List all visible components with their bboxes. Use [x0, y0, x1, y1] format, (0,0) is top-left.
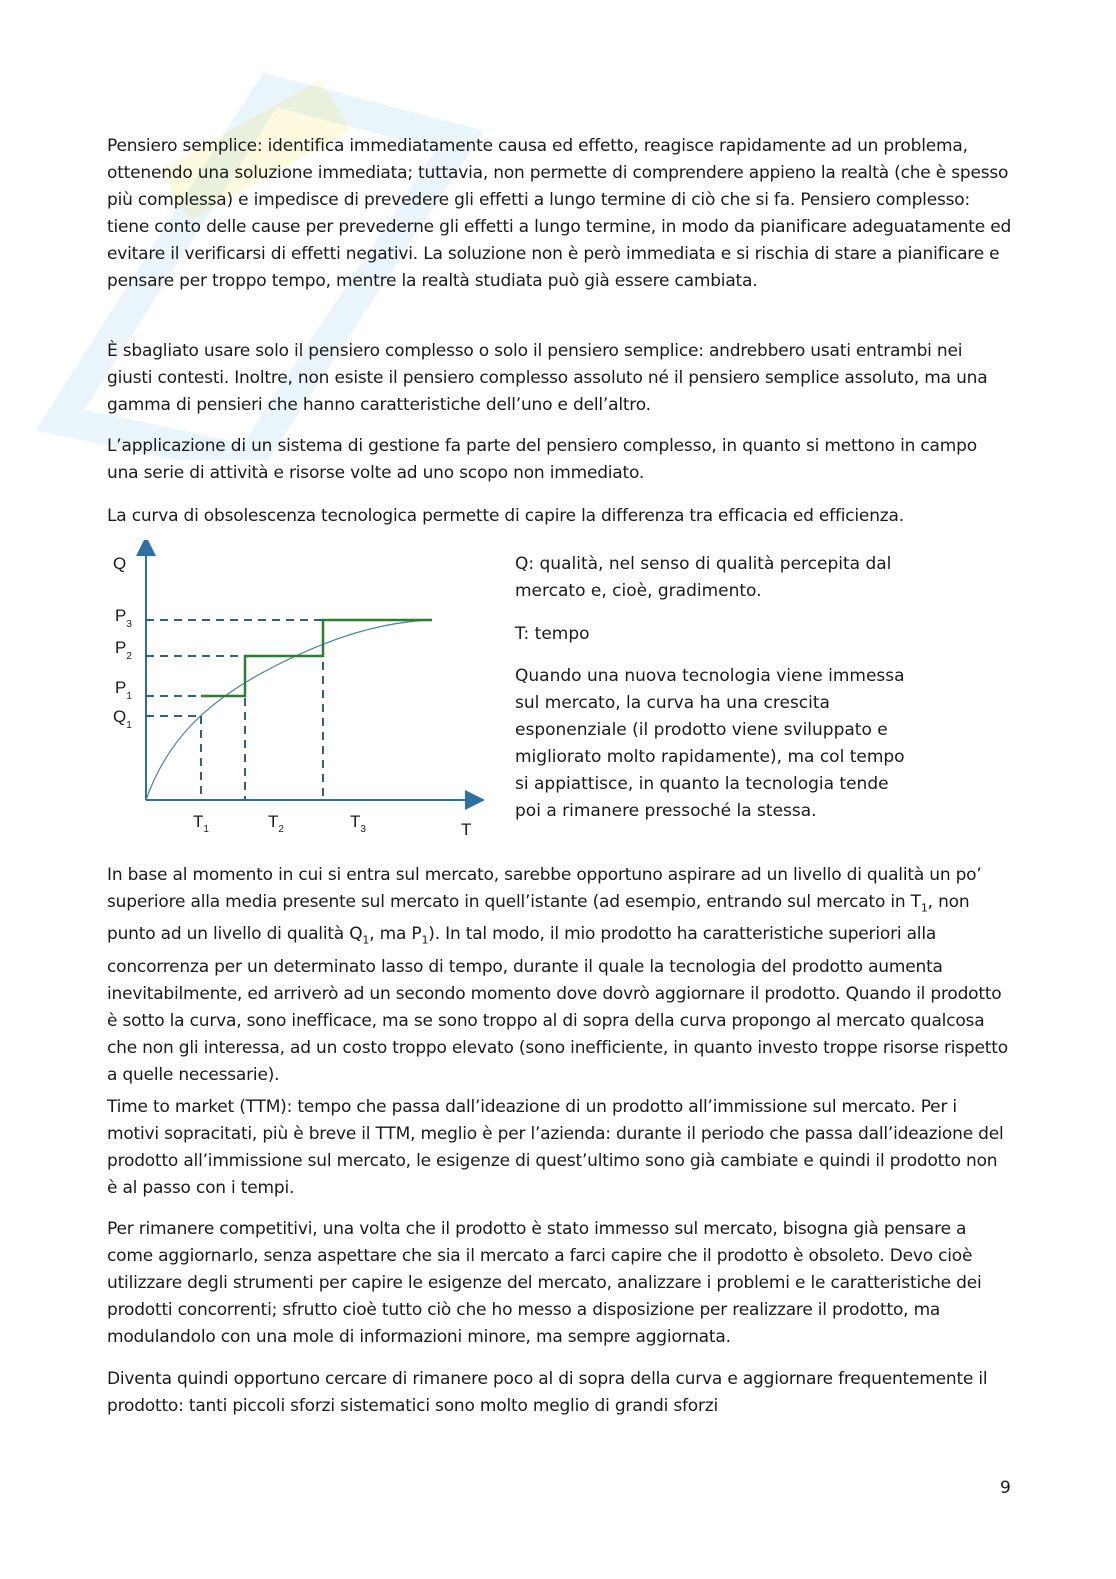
- label-p1: $P_1$: [115, 678, 132, 702]
- side-text-curve: Quando una nuova tecnologia viene immessa sul mercato, la curva ha una crescita esponenziale (il prodotto viene sviluppato e migliorato molto rapidamente), ma col tempo si appiattisce, in quanto la tecnologia tende poi a rimanere pressoché la stessa.: [515, 666, 905, 821]
- label-t3: $T_3$: [350, 812, 366, 835]
- paragraph-time-to-market: Time to market (TTM): tempo che passa dall’ideazione di un prodotto all’immissione sul mercato. Per i motivi sopracitati, più è breve il TTM, meglio è per l’azienda: durante il periodo che passa dall’ideazione del prodotto all’immissione sul mercato, le esigenze di quest’ultimo sono già cambiate e quindi il prodotto non è al passo con i tempi.: [107, 1097, 1004, 1198]
- label-t1: $T_1$: [193, 812, 209, 835]
- label-p3: $P_3$: [115, 606, 132, 630]
- label-q1: $Q_1$: [113, 707, 132, 731]
- step-line: [201, 620, 432, 696]
- paragraph-momento-mercato: In base al momento in cui si entra sul mercato, sarebbe opportuno aspirare ad un livello di qualità un po’ superiore alla media presente sul mercato in quell’istante (ad esempio, entrando sul mercato in $T_1$, non punto ad un livello di qualità $Q_1$, ma $P_1$). In tal modo, il mio prodotto ha caratteristiche superiori alla concorrenza per un determinato lasso di tempo, durante il quale la tecnologia del prodotto aumenta inevitabilmente, ed arriverò ad un secondo momento dove dovrò aggiornare il prodotto. Quando il prodotto è sotto la curva, sono inefficace, ma se sono troppo al di sopra della curva propongo al mercato qualcosa che non gli interessa, ad un costo troppo elevato (sono inefficiente, in quanto investo troppe risorse rispetto a quelle necessarie).: [107, 865, 1008, 1085]
- obsolescence-graph: [107, 540, 492, 850]
- x-axis-label: T: [461, 820, 472, 839]
- paragraph-sistema-gestione: L’applicazione di un sistema di gestione fa parte del pensiero complesso, in quanto si mettono in campo una serie di attività e risorse volte ad uno scopo non immediato.: [107, 436, 977, 483]
- label-t2: $T_2$: [268, 812, 284, 835]
- paragraph-pensiero-semplice: Pensiero semplice: identifica immediatamente causa ed effetto, reagisce rapidamente ad un problema, ottenendo una soluzione immediata; tuttavia, non permette di comprendere appieno la realtà (che è spesso più complessa) e impedisce di prevedere gli effetti a lungo termine di ciò che si fa. Pensiero complesso: tiene conto delle cause per prevederne gli effetti a lungo termine, in modo da pianificare adeguatamente ed evitare il verificarsi di effetti negativi. La soluzione non è però immediata e si rischia di stare a pianificare e pensare per troppo tempo, mentre la realtà studiata può già essere cambiata.: [107, 136, 1012, 291]
- y-axis-label: Q: [113, 554, 127, 573]
- page-number: 9: [1000, 1478, 1011, 1498]
- obsolescence-curve: [146, 620, 432, 800]
- paragraph-conclusione: Diventa quindi opportuno cercare di rimanere poco al di sopra della curva e aggiornare frequentemente il prodotto: tanti piccoli sforzi sistematici sono molto meglio di grandi sforzi: [107, 1369, 988, 1416]
- paragraph-competitivi: Per rimanere competitivi, una volta che il prodotto è stato immesso sul mercato, bisogna già pensare a come aggiornarlo, senza aspettare che sia il mercato a farci capire che il prodotto è obsoleto. Devo cioè utilizzare degli strumenti per capire le esigenze del mercato, analizzare i problemi e le caratteristiche dei prodotti concorrenti; sfrutto cioè tutto ciò che ho messo a disposizione per realizzare il prodotto, ma modulandolo con una mole di informazioni minore, ma sempre aggiornata.: [107, 1219, 982, 1347]
- side-text-t: T: tempo: [515, 624, 590, 644]
- label-p2: $P_2$: [115, 638, 132, 662]
- side-text-q: Q: qualità, nel senso di qualità percepita dal mercato e, cioè, gradimento.: [515, 554, 892, 601]
- paragraph-curva-intro: La curva di obsolescenza tecnologica permette di capire la differenza tra efficacia ed efficienza.: [107, 506, 904, 526]
- paragraph-pensiero-gamma: È sbagliato usare solo il pensiero complesso o solo il pensiero semplice: andrebbero usati entrambi nei giusti contesti. Inoltre, non esiste il pensiero complesso assoluto né il pensiero semplice assoluto, ma una gamma di pensieri che hanno caratteristiche dell’uno e dell’altro.: [107, 341, 988, 415]
